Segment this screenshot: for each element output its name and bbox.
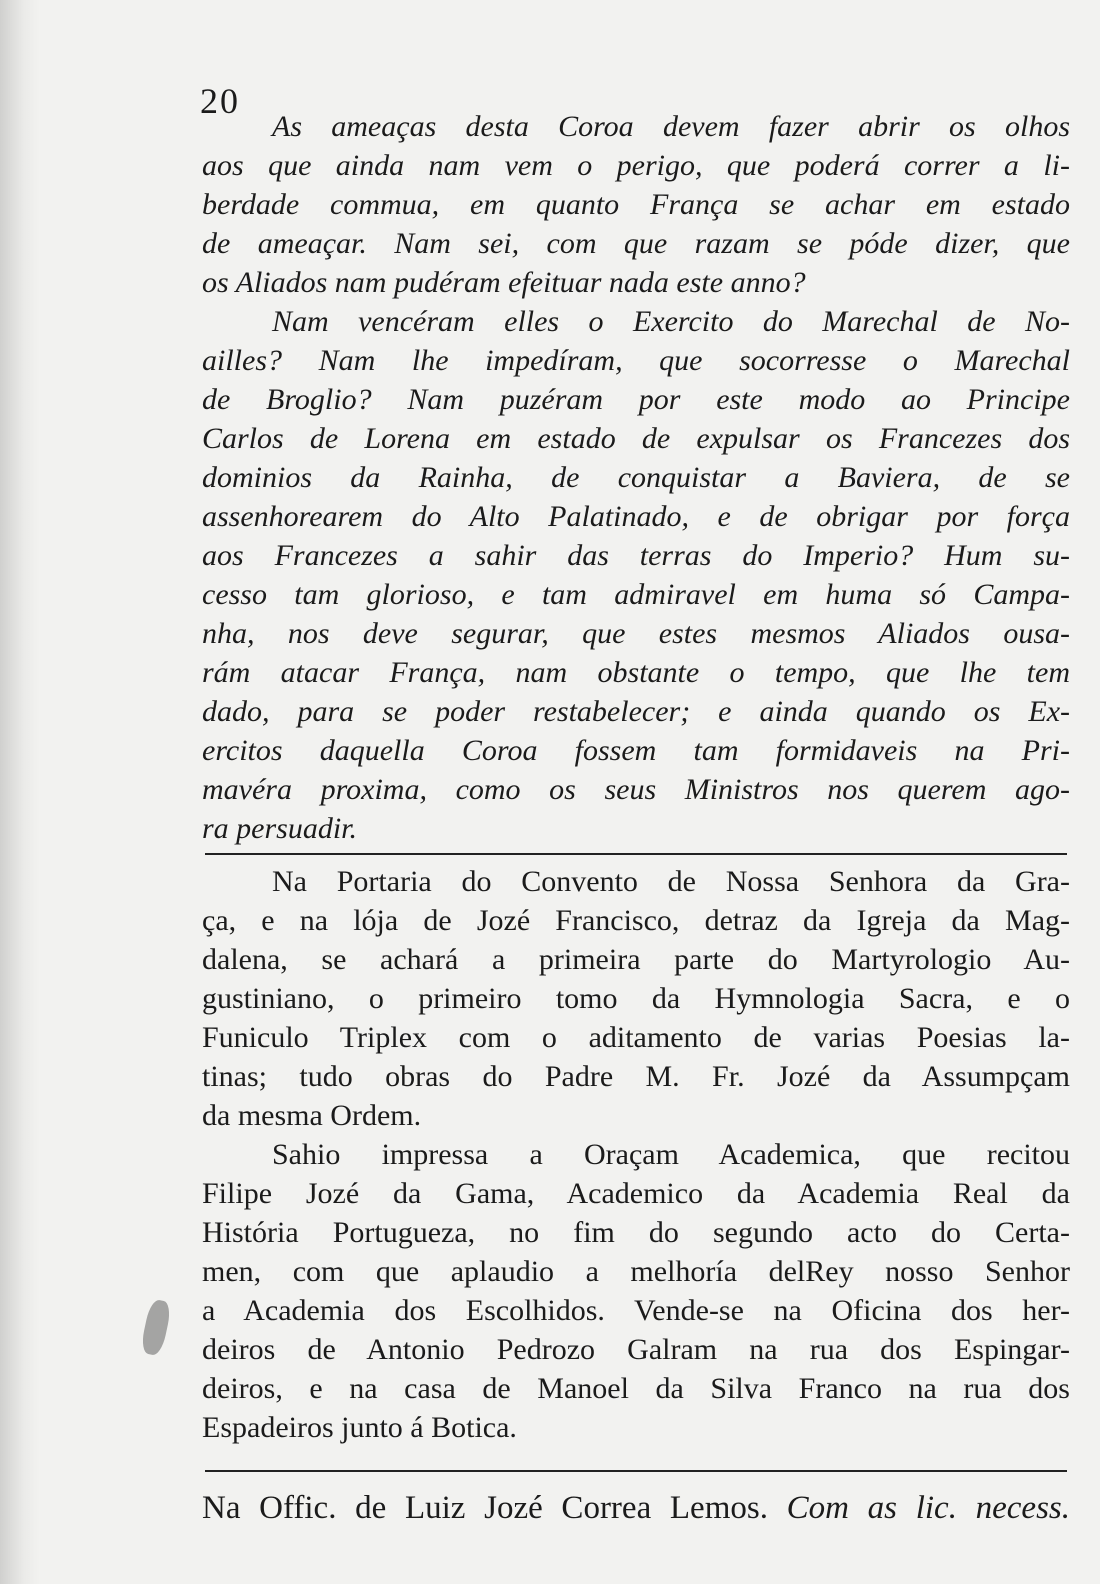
notice-line: Funiculo Triplex com o aditamento de varias Poesias la-	[202, 1021, 1070, 1054]
article-line: de Broglio? Nam puzéram por este modo ao Principe	[202, 383, 1070, 416]
notice-line: Sahio impressa a Oraçam Academica, que recitou	[272, 1138, 1070, 1171]
article-line: dominios da Rainha, de conquistar a Baviera, de se	[202, 461, 1070, 494]
article-line: aos que ainda nam vem o perigo, que poderá correr a li-	[202, 149, 1070, 182]
notice-line: Na Portaria do Convento de Nossa Senhora da Gra-	[272, 865, 1070, 898]
article-line: Nam vencéram elles o Exercito do Marechal de No-	[272, 305, 1070, 338]
article-line: dado, para se poder restabelecer; e ainda quando os Ex-	[202, 695, 1070, 728]
notice-line: men, com que aplaudio a melhoría delRey nosso Senhor	[202, 1255, 1070, 1288]
article-line: mavéra proxima, como os seus Ministros nos querem ago-	[202, 773, 1070, 806]
article-line: Carlos de Lorena em estado de expulsar os Francezes dos	[202, 422, 1070, 455]
notice-line: ça, e na lója de Jozé Francisco, detraz da Igreja da Mag-	[202, 904, 1070, 937]
article-line: aos Francezes a sahir das terras do Imperio? Hum su-	[202, 539, 1070, 572]
imprint-license: Com as lic. necess.	[786, 1490, 1070, 1526]
spine-shadow	[0, 0, 40, 1584]
notice-books	[202, 862, 1070, 1135]
notice-line: Filipe Jozé da Gama, Academico da Academia Real da	[202, 1177, 1070, 1210]
article-line: os Aliados nam pudéram efeituar nada este anno?	[202, 266, 806, 299]
notice-line: deiros de Antonio Pedrozo Galram na rua dos Espingar-	[202, 1333, 1070, 1366]
article-line: nha, nos deve segurar, que estes mesmos Aliados ousa-	[202, 617, 1070, 650]
footer-divider	[205, 1470, 1067, 1472]
notice-line: tinas; tudo obras do Padre M. Fr. Jozé da Assumpçam	[202, 1060, 1070, 1093]
notice-line: deiros, e na casa de Manoel da Silva Franco na rua dos	[202, 1372, 1070, 1405]
article-line: As ameaças desta Coroa devem fazer abrir os olhos	[272, 110, 1070, 143]
article-line: de ameaçar. Nam sei, com que razam se póde dizer, que	[202, 227, 1070, 260]
article-line: rám atacar França, nam obstante o tempo, que lhe tem	[202, 656, 1070, 689]
ink-stain	[140, 1298, 173, 1356]
section-divider	[205, 853, 1067, 855]
imprint-printer: Na Offic. de Luiz Jozé Correa Lemos.	[202, 1490, 768, 1526]
notice-line: da mesma Ordem.	[202, 1099, 422, 1132]
article-line: berdade commua, em quanto França se achar em estado	[202, 188, 1070, 221]
notice-oration	[202, 1135, 1070, 1447]
article-line: assenhorearem do Alto Palatinado, e de obrigar por força	[202, 500, 1070, 533]
notice-line: Espadeiros junto á Botica.	[202, 1411, 517, 1444]
page-number: 20	[200, 81, 240, 121]
article-line: ra persuadir.	[202, 812, 358, 845]
article-line: ailles? Nam lhe impedíram, que socorresse o Marechal	[202, 344, 1070, 377]
article-line: ercitos daquella Coroa fossem tam formidaveis na Pri-	[202, 734, 1070, 767]
notice-line: dalena, se achará a primeira parte do Martyrologio Au-	[202, 943, 1070, 976]
notice-line: gustiniano, o primeiro tomo da Hymnologia Sacra, e o	[202, 982, 1070, 1015]
notice-line: História Portugueza, no fim do segundo acto do Certa-	[202, 1216, 1070, 1249]
article-line: cesso tam glorioso, e tam admiravel em huma só Campa-	[202, 578, 1070, 611]
article-text	[202, 107, 1070, 848]
imprint	[202, 1485, 1070, 1531]
notice-line: a Academia dos Escolhidos. Vende-se na Oficina dos her-	[202, 1294, 1070, 1327]
